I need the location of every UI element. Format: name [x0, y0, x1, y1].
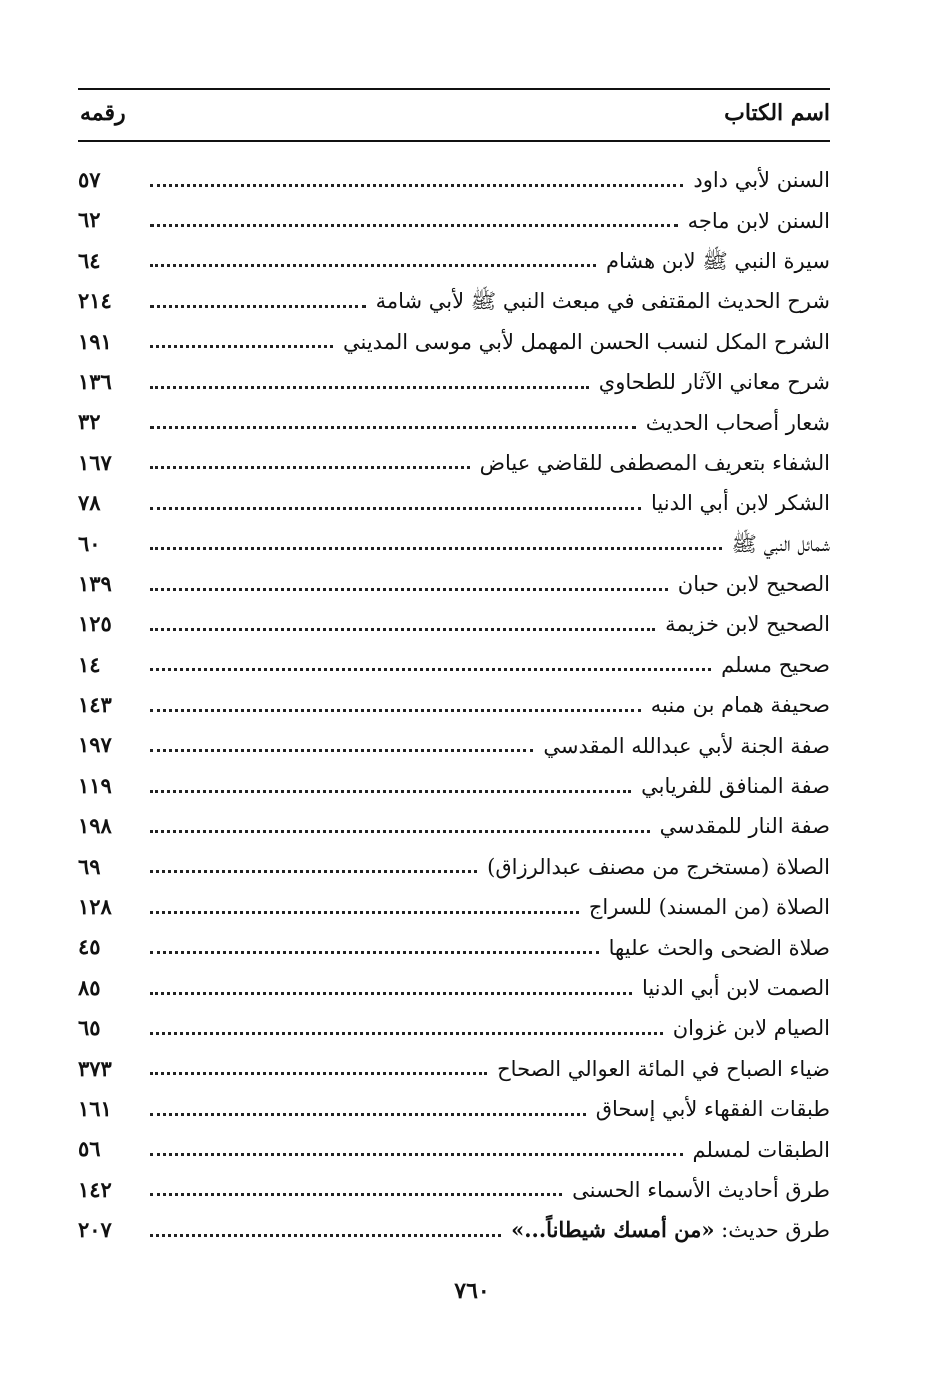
leader-dots	[150, 386, 589, 389]
entry-page-number: ٨٥	[78, 974, 101, 1000]
leader-dots	[150, 1153, 683, 1156]
entries-list	[78, 160, 830, 1251]
entry-page-number: ٢١٤	[78, 288, 112, 314]
entry-title	[333, 322, 830, 362]
leader-dots	[150, 749, 533, 752]
entry-title-text: سيرة النبي ﷺ لابن هشام	[605, 248, 830, 273]
list-item	[78, 887, 830, 927]
list-item	[78, 806, 830, 846]
entry-title-text: الصلاة (من المسند) للسراج	[588, 895, 830, 920]
entry-page-number: ١٢٥	[78, 611, 112, 637]
entry-title	[470, 443, 830, 483]
entry-title-text: طرق أحاديث الأسماء الحسنى	[572, 1177, 830, 1202]
entry-title-text: طرق حديث:	[721, 1218, 830, 1243]
leader-dots	[150, 911, 579, 914]
leader-dots	[150, 1193, 562, 1196]
leader-dots	[150, 1032, 663, 1035]
entry-title-text: الصلاة (مستخرج من مصنف عبدالرزاق)	[487, 854, 830, 879]
entry-title-text: طبقات الفقهاء لأبي إسحاق	[595, 1097, 830, 1122]
entry-title	[533, 726, 830, 766]
entry-page-number: ٦٩	[78, 853, 101, 879]
entry-title	[586, 1089, 830, 1129]
entry-title-text: الطبقات لمسلم	[692, 1137, 830, 1162]
entry-title	[487, 1049, 830, 1089]
list-item	[78, 1049, 830, 1089]
entry-page-number: ٤٥	[78, 934, 101, 960]
entry-page-number: ٢٠٧	[78, 1217, 112, 1243]
entry-title-text: شرح معاني الآثار للطحاوي	[598, 370, 830, 395]
leader-dots	[150, 870, 477, 873]
list-item	[78, 968, 830, 1008]
entry-title	[655, 604, 830, 644]
leader-dots	[150, 224, 678, 227]
list-item	[78, 362, 830, 402]
entry-page-number: ١٤٢	[78, 1176, 112, 1202]
entry-title	[683, 1130, 830, 1170]
leader-dots	[150, 466, 470, 469]
header-rule	[78, 140, 830, 142]
entry-title	[589, 362, 830, 402]
list-item	[78, 1170, 830, 1210]
entry-title	[641, 685, 830, 725]
entry-page-number: ١٤٣	[78, 692, 112, 718]
leader-dots	[150, 709, 641, 712]
leader-dots	[150, 1234, 501, 1237]
entry-title-text: الشرح المكل لنسب الحسن المهمل لأبي موسى المديني	[342, 329, 830, 354]
leader-dots	[150, 628, 655, 631]
entry-title-text: صلاة الضحى والحث عليها	[608, 935, 830, 960]
entry-title	[631, 766, 830, 806]
leader-dots	[150, 790, 631, 793]
entry-page-number: ٧٨	[78, 490, 101, 516]
entry-page-number: ١٦٧	[78, 449, 112, 475]
list-item	[78, 160, 830, 200]
entry-title-text: شرح الحديث المقتفى في مبعث النبي ﷺ لأبي شامة	[375, 289, 830, 314]
entry-page-number: ٦٢	[78, 207, 101, 233]
leader-dots	[150, 588, 668, 591]
entry-title	[596, 241, 830, 281]
leader-dots	[150, 305, 366, 308]
leader-dots	[150, 426, 636, 429]
entry-title-text: صفة النار للمقدسي	[659, 814, 830, 839]
entry-page-number: ١١٩	[78, 772, 112, 798]
leader-dots	[150, 264, 596, 267]
list-item	[78, 524, 830, 564]
entry-page-number: ١٣٩	[78, 570, 112, 596]
entry-title-text: الصحيح لابن خزيمة	[665, 612, 830, 637]
entry-title-text: الشكر لابن أبي الدنيا	[650, 491, 830, 516]
entry-page-number: ١٦١	[78, 1095, 112, 1121]
list-item	[78, 725, 830, 765]
entry-title-text: صفة الجنة لأبي عبدالله المقدسي	[543, 733, 830, 758]
list-item	[78, 1129, 830, 1169]
list-item	[78, 322, 830, 362]
entry-page-number: ٣٢	[78, 409, 101, 435]
entry-title-text: صحيفة همام بن منبه	[650, 693, 830, 718]
entry-title	[641, 483, 830, 523]
entry-title-text: السنن لأبي داود	[693, 168, 830, 193]
leader-dots	[150, 668, 711, 671]
entry-title-text: صحيح مسلم	[721, 652, 830, 677]
page-number-column-header: رقمه	[80, 100, 126, 126]
entry-title	[579, 887, 830, 927]
entry-title	[683, 160, 830, 200]
list-item	[78, 564, 830, 604]
entry-title	[722, 524, 830, 564]
list-item	[78, 200, 830, 240]
entry-title-text: شمائل النبي ﷺ	[731, 531, 830, 556]
entry-title-text: الصيام لابن غزوان	[672, 1016, 830, 1041]
list-item	[78, 847, 830, 887]
entry-title	[663, 1008, 830, 1048]
entry-page-number: ١٩٨	[78, 813, 112, 839]
list-item	[78, 443, 830, 483]
leader-dots	[150, 1113, 586, 1116]
top-rule	[78, 88, 830, 90]
entry-title	[366, 281, 830, 321]
entry-title	[632, 968, 830, 1008]
list-item	[78, 241, 830, 281]
entry-title	[599, 928, 830, 968]
entry-title-text: الصمت لابن أبي الدنيا	[641, 976, 830, 1000]
entry-page-number: ٦٥	[78, 1015, 101, 1041]
entry-title	[650, 806, 830, 846]
leader-dots	[150, 830, 650, 833]
entry-page-number: ٥٦	[78, 1136, 101, 1162]
entry-page-number: ١٩١	[78, 328, 112, 354]
list-item	[78, 1008, 830, 1048]
leader-dots	[150, 1072, 487, 1075]
entry-page-number: ٦٠	[78, 530, 101, 556]
entry-title	[477, 847, 830, 887]
book-name-column-header: اسم الكتاب	[724, 100, 830, 126]
list-item	[78, 685, 830, 725]
entry-title	[668, 564, 830, 604]
list-item	[78, 1210, 830, 1250]
entry-title	[636, 403, 830, 443]
entry-page-number: ١٤	[78, 651, 101, 677]
entry-title-text: السنن لابن ماجه	[687, 208, 830, 233]
list-item	[78, 645, 830, 685]
list-item	[78, 766, 830, 806]
leader-dots	[150, 547, 722, 550]
leader-dots	[150, 951, 599, 954]
leader-dots	[150, 345, 333, 348]
leader-dots	[150, 184, 683, 187]
entry-title-text: الصحيح لابن حبان	[677, 572, 830, 597]
page-number: ٧٦٠	[454, 1278, 490, 1304]
list-item	[78, 1089, 830, 1129]
entry-title-text: صفة المنافق للفريابي	[641, 774, 830, 799]
entry-page-number: ٦٤	[78, 247, 101, 273]
list-item	[78, 281, 830, 321]
entry-page-number: ٣٧٣	[78, 1055, 112, 1081]
entry-title	[562, 1170, 830, 1210]
entry-page-number: ٥٧	[78, 167, 101, 192]
entry-title-quote: «من أمسك شيطاناً...»	[511, 1217, 715, 1243]
entry-page-number: ١٢٨	[78, 894, 112, 920]
list-item	[78, 604, 830, 644]
list-item	[78, 927, 830, 967]
list-item	[78, 402, 830, 442]
entry-title	[678, 201, 830, 241]
leader-dots	[150, 507, 641, 510]
entry-title	[501, 1210, 830, 1250]
leader-dots	[150, 992, 632, 995]
table-header	[78, 96, 830, 134]
list-item	[78, 483, 830, 523]
entry-title-text: الشفاء بتعريف المصطفى للقاضي عياض	[479, 450, 830, 475]
entry-title-text: ضياء الصباح في المائة العوالي الصحاح	[497, 1056, 830, 1081]
entry-title-text: شعار أصحاب الحديث	[645, 410, 830, 435]
entry-page-number: ١٣٦	[78, 368, 112, 394]
entry-page-number: ١٩٧	[78, 732, 112, 758]
entry-title	[711, 645, 830, 685]
